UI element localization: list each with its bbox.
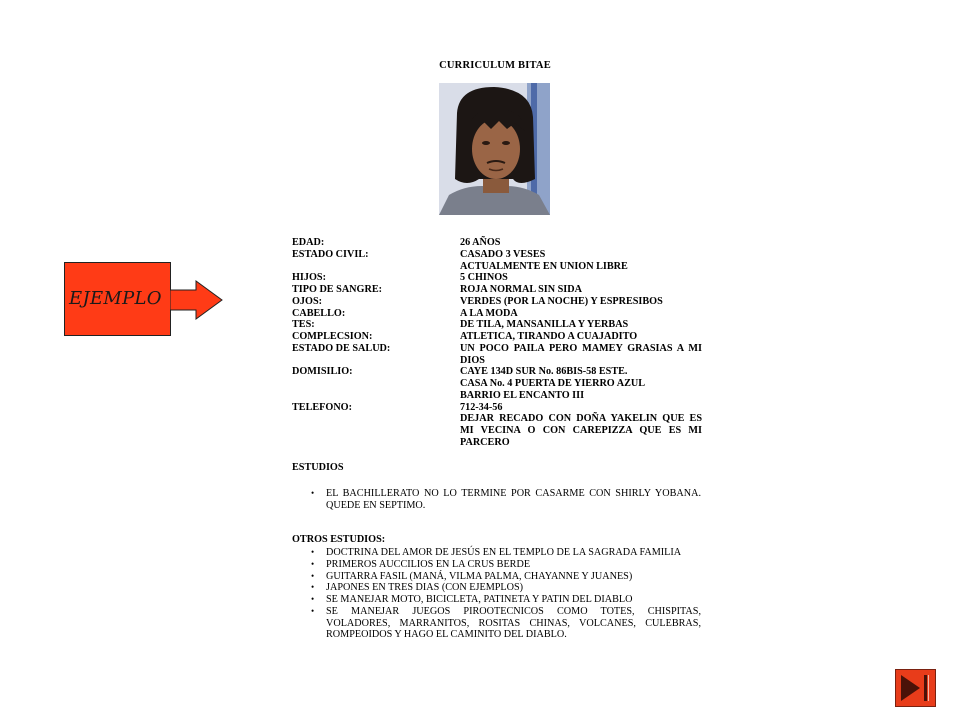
info-key [292, 390, 460, 402]
bullet-icon: • [311, 558, 315, 569]
info-key: DOMISILIO: [292, 366, 353, 378]
list-item [311, 582, 701, 594]
info-value: BARRIO EL ENCANTO III [460, 389, 585, 401]
personal-info-table [292, 237, 702, 449]
info-value: CAYE 134D SUR No. 86BIS-58 ESTE. [460, 366, 628, 378]
info-key: TES: [292, 319, 315, 331]
info-key: HIJOS: [292, 272, 326, 284]
info-row [292, 272, 702, 284]
list-item-text: DOCTRINA DEL AMOR DE JESÚS EN EL TEMPLO DE LA SAGRADA FAMILIA [326, 547, 682, 558]
info-row [292, 366, 702, 378]
info-key [292, 413, 460, 448]
bullet-icon: • [311, 594, 315, 604]
end-slide-button[interactable] [895, 669, 936, 707]
info-row [292, 378, 702, 390]
info-row [292, 319, 702, 331]
info-row [292, 237, 702, 249]
info-key: CABELLO: [292, 307, 346, 319]
list-item [311, 547, 701, 559]
list-item-text: SE MANEJAR JUEGOS PIROOTECNICOS COMO TOTES, CHISPITAS, VOLADORES, MARRANITOS, ROSITAS CHINAS, VOLCANES, CULEBRAS, ROMPEOIDOS Y HAGO EL CAMINITO DEL DIABLO. [326, 605, 701, 641]
info-key: COMPLECSION: [292, 331, 373, 342]
info-row [292, 331, 702, 343]
info-value: VERDES (POR LA NOCHE) Y ESPRESIBOS [460, 295, 663, 307]
info-value: ATLETICA, TIRANDO A CUAJADITO [460, 331, 638, 342]
info-key: ESTADO CIVIL: [292, 248, 369, 260]
info-value: DE TILA, MANSANILLA Y YERBAS [460, 319, 629, 331]
ejemplo-callout [64, 262, 171, 336]
info-key: OJOS: [292, 295, 323, 307]
estudios-list [311, 488, 701, 512]
ejemplo-label: EJEMPLO [69, 288, 162, 309]
info-row [292, 343, 702, 367]
list-item [311, 594, 701, 606]
list-item [311, 571, 701, 583]
info-row [292, 261, 702, 273]
info-value: 712-34-56 [460, 401, 503, 413]
portrait-photo [439, 83, 550, 215]
document-title: CURRICULUM BITAE [439, 60, 551, 71]
info-key [292, 261, 460, 273]
info-value: 5 CHINOS [460, 272, 508, 284]
info-value: ACTUALMENTE EN UNION LIBRE [460, 260, 628, 272]
info-value: ROJA NORMAL SIN SIDA [460, 284, 582, 295]
bullet-icon: • [311, 582, 315, 593]
info-value: CASADO 3 VESES [460, 248, 546, 260]
info-row [292, 284, 702, 296]
info-value: DEJAR RECADO CON DOÑA YAKELIN QUE ES MI VECINA O CON CAREPIZZA QUE ES MI PARCERO [460, 413, 702, 448]
bullet-icon: • [311, 605, 315, 616]
info-value: A LA MODA [460, 307, 518, 319]
list-item-text: GUITARRA FASIL (MANÁ, VILMA PALMA, CHAYANNE Y JUANES) [326, 570, 633, 582]
list-item [311, 488, 701, 512]
info-value: UN POCO PAILA PERO MAMEY GRASIAS A MI DIOS [460, 342, 702, 366]
bullet-icon: • [311, 547, 315, 557]
info-row [292, 390, 702, 402]
otros-estudios-heading: OTROS ESTUDIOS: [292, 534, 386, 545]
info-key: EDAD: [292, 237, 325, 248]
info-key [292, 378, 460, 390]
otros-estudios-list [311, 547, 701, 641]
arrow-right-icon [170, 280, 226, 320]
bullet-icon: • [311, 570, 315, 581]
info-key: TELEFONO: [292, 401, 353, 413]
info-value: 26 AÑOS [460, 237, 501, 248]
list-item-text: SE MANEJAR MOTO, BICICLETA, PATINETA Y PATIN DEL DIABLO [326, 594, 633, 605]
info-value: CASA No. 4 PUERTA DE YIERRO AZUL [460, 378, 646, 389]
info-row [292, 308, 702, 320]
info-row [292, 402, 702, 414]
end-slide-icon [896, 670, 935, 706]
list-item [311, 606, 701, 641]
list-item-text: JAPONES EN TRES DIAS (CON EJEMPLOS) [326, 582, 524, 594]
estudios-heading: ESTUDIOS [292, 462, 344, 473]
list-item [311, 559, 701, 571]
list-item-text: PRIMEROS AUCCILIOS EN LA CRUS BERDE [326, 558, 531, 570]
info-row [292, 296, 702, 308]
bullet-icon: • [311, 488, 315, 498]
info-key: ESTADO DE SALUD: [292, 342, 391, 354]
list-item-text: EL BACHILLERATO NO LO TERMINE POR CASARME CON SHIRLY YOBANA. QUEDE EN SEPTIMO. [326, 488, 701, 511]
info-row [292, 413, 702, 448]
info-key: TIPO DE SANGRE: [292, 284, 383, 295]
info-row [292, 249, 702, 261]
